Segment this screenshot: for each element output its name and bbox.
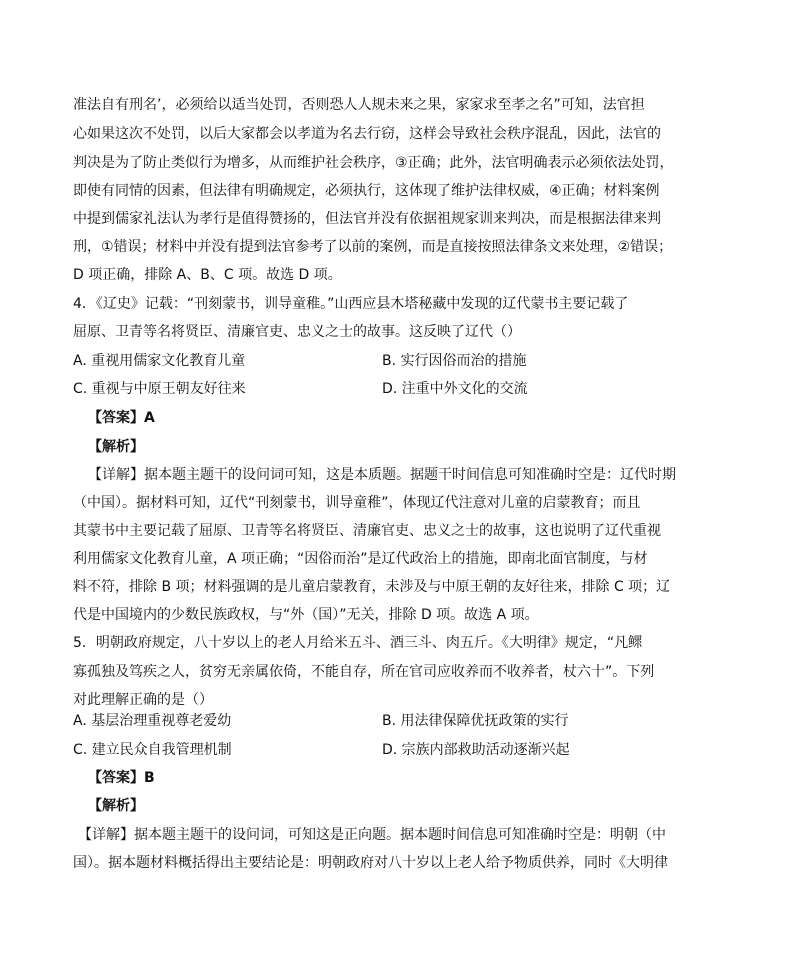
question-4-answer: 【答案】A — [88, 410, 155, 426]
question-5-option-b: B. 用法律保障优抚政策的实行 — [382, 713, 569, 729]
question-4-option-d: D. 注重中外文化的交流 — [382, 381, 528, 397]
question-4-detail-line: （中国）。据材料可知，辽代“刊刻蒙书，训导童稚”，体现辽代注意对儿童的启蒙教育；而且 — [73, 495, 641, 511]
question-5-detail-line: 国）。据本题材料概括得出主要结论是：明朝政府对八十岁以上老人给予物质供养，同时《大明律 — [73, 855, 668, 871]
question-5-stem-line: 5．明朝政府规定，八十岁以上的老人月给米五斗、酒三斗、肉五斤。《大明律》规定，“凡鳏 — [73, 635, 643, 651]
question-4-detail-line: 【详解】据本题主题干的设问词可知，这是本质题。据题干时间信息可知准确时空是：辽代时期 — [88, 467, 676, 483]
question-4-detail-line: 代是中国境内的少数民族政权，与“外（国）”无关，排除 D 项。故选 A 项。 — [73, 607, 539, 623]
text-line: 判决是为了防止类似行为增多，从而维护社会秩序，③正确；此外，法官明确表示必须依法处罚， — [73, 155, 674, 171]
question-5-detail-line: 【详解】据本题主题干的设问词，可知这是正向题。据本题时间信息可知准确时空是：明朝（中 — [78, 827, 666, 843]
question-5-answer: 【答案】B — [88, 770, 155, 786]
question-4-stem-line: 屈原、卫青等名将贤臣、清廉官吏、忠义之士的故事。这反映了辽代（） — [73, 324, 521, 340]
text-line: D 项正确，排除 A、B、C 项。故选 D 项。 — [73, 267, 342, 283]
question-5-analysis-label: 【解析】 — [88, 798, 144, 814]
question-4-detail-line: 其蒙书中主要记载了屈原、卫青等名将贤臣、清廉官吏、忠义之士的故事，这也说明了辽代重视 — [73, 523, 661, 539]
question-5-stem-line: 对此理解正确的是（） — [73, 692, 213, 708]
question-5-option-d: D. 宗族内部救助活动逐渐兴起 — [382, 742, 570, 758]
text-line: 心如果这次不处罚，以后大家都会以孝道为名去行窃，这样会导致社会秩序混乱，因此，法官的 — [73, 126, 661, 142]
question-4-option-a: A. 重视用儒家文化教育儿童 — [73, 353, 246, 369]
question-4-option-c: C. 重视与中原王朝友好往来 — [73, 381, 246, 397]
text-line: 中提到儒家礼法认为孝行是值得赞扬的，但法官并没有依据祖规家训来判决，而是根据法律来判 — [73, 211, 661, 227]
text-line: 刑，①错误；材料中并没有提到法官参考了以前的案例，而是直接按照法律条文来处理，②错误； — [73, 239, 673, 255]
question-5-stem-line: 寡孤独及笃疾之人，贫穷无亲属依倚，不能自存，所在官司应收养而不收养者，杖六十”。下列 — [73, 664, 655, 680]
text-line: 准法自有刑名’，必须给以适当处罚，否则恐人人规未来之果，家家求至孝之名”可知，法官担 — [73, 97, 645, 113]
question-5-option-c: C. 建立民众自我管理机制 — [73, 742, 232, 758]
question-4-analysis-label: 【解析】 — [88, 439, 144, 455]
question-4-option-b: B. 实行因俗而治的措施 — [382, 353, 527, 369]
question-4-detail-line: 利用儒家文化教育儿童，A 项正确；“因俗而治”是辽代政治上的措施，即南北面官制度，与材 — [73, 551, 648, 567]
text-line: 即使有同情的因素，但法律有明确规定，必须执行，这体现了维护法律权威，④正确；材料案例 — [73, 183, 660, 199]
question-5-option-a: A. 基层治理重视尊老爱幼 — [73, 713, 232, 729]
question-4-stem-line: 4．《辽史》记载：“刊刻蒙书，训导童稚。”山西应县木塔秘藏中发现的辽代蒙书主要记载了 — [73, 296, 629, 312]
question-4-detail-line: 料不符，排除 B 项；材料强调的是儿童启蒙教育，未涉及与中原王朝的友好往来，排除 C 项；辽 — [73, 579, 671, 595]
